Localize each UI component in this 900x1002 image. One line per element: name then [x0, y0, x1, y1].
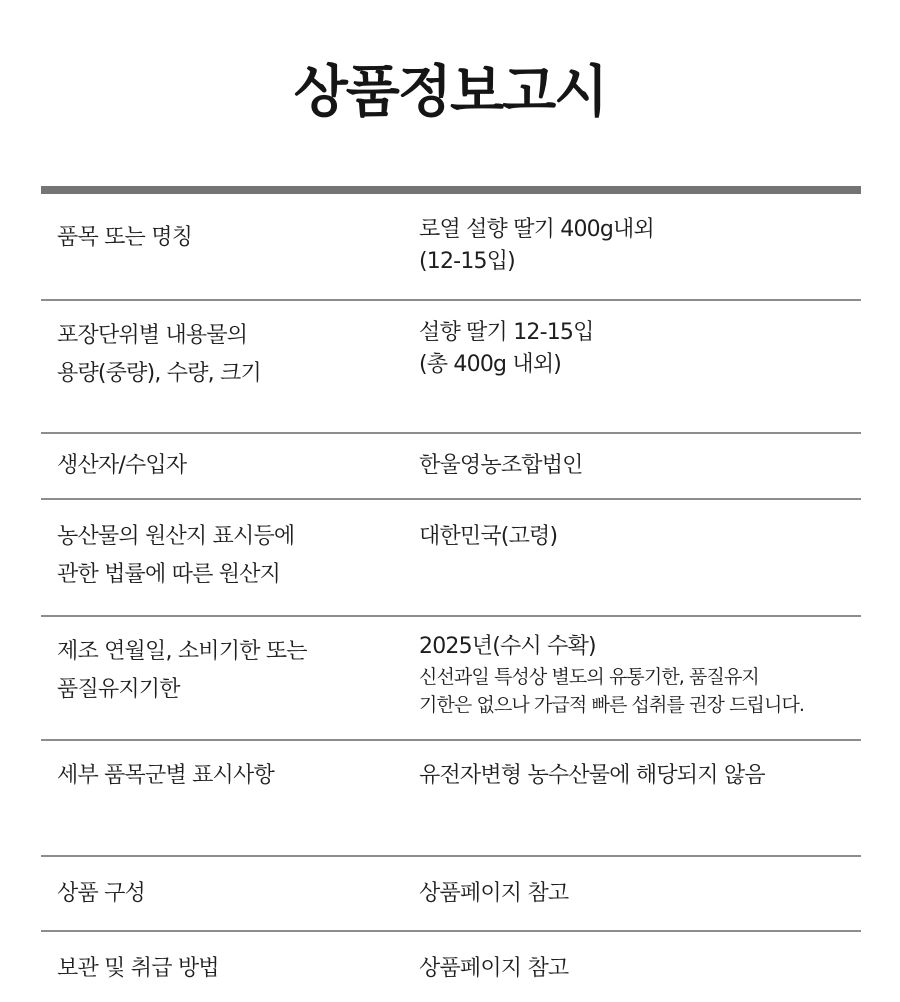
row-value [419, 631, 859, 719]
row-value-line: 한울영농조합법인 [419, 453, 583, 478]
row-value-line: 상품페이지 참고 [419, 956, 569, 981]
row-label [57, 317, 377, 393]
row-label-line: 용량(중량), 수량, 크기 [57, 361, 261, 386]
row-label-line: 포장단위별 내용물의 [57, 323, 248, 348]
row-label-line: 세부 품목군별 표시사항 [57, 763, 274, 788]
row-label [57, 757, 377, 795]
row-value [419, 760, 859, 792]
table-row-details [41, 741, 861, 857]
row-value [419, 878, 859, 910]
row-label [57, 875, 377, 913]
page-title: 상품정보고시 [293, 60, 607, 125]
row-value-note: 기한은 없으나 가급적 빠른 섭취를 권장 드립니다. [419, 694, 805, 716]
row-value [419, 214, 859, 278]
table-row-storage [41, 932, 861, 1002]
table-row-item-name [41, 194, 861, 301]
row-value-line: (12-15입) [419, 249, 515, 274]
row-label [57, 447, 377, 485]
row-value-note: 신선과일 특성상 별도의 유통기한, 품질유지 [419, 666, 759, 688]
product-info-table [41, 194, 861, 1002]
table-row-capacity [41, 301, 861, 434]
row-label [57, 633, 377, 709]
table-row-composition [41, 857, 861, 932]
row-value-line: 상품페이지 참고 [419, 881, 569, 906]
row-label-line: 농산물의 원산지 표시등에 [57, 524, 295, 549]
table-top-bar [41, 186, 861, 194]
row-value [419, 521, 859, 553]
row-label-line: 제조 연월일, 소비기한 또는 [57, 639, 307, 664]
row-label-line: 품목 또는 명칭 [57, 225, 193, 250]
table-row-producer [41, 434, 861, 500]
row-value-line: 유전자변형 농수산물에 해당되지 않음 [419, 763, 765, 788]
row-label [57, 950, 377, 988]
row-label-line: 상품 구성 [57, 881, 146, 906]
row-label [57, 219, 377, 257]
table-row-origin [41, 500, 861, 617]
row-value [419, 450, 859, 482]
row-value-line: 로열 설향 딸기 400g내외 [419, 217, 654, 242]
row-value-line: 대한민국(고령) [419, 524, 558, 549]
row-value-line: (총 400g 내외) [419, 352, 562, 377]
row-value-line: 설향 딸기 12-15입 [419, 320, 594, 345]
table-row-expiration [41, 617, 861, 741]
row-value-line: 2025년(수시 수확) [419, 634, 596, 659]
row-label [57, 518, 377, 594]
row-label-line: 생산자/수입자 [57, 453, 187, 478]
row-value [419, 953, 859, 985]
row-value [419, 317, 859, 381]
row-label-line: 품질유지기한 [57, 677, 180, 702]
row-label-line: 관한 법률에 따른 원산지 [57, 562, 281, 587]
row-label-line: 보관 및 취급 방법 [57, 956, 219, 981]
